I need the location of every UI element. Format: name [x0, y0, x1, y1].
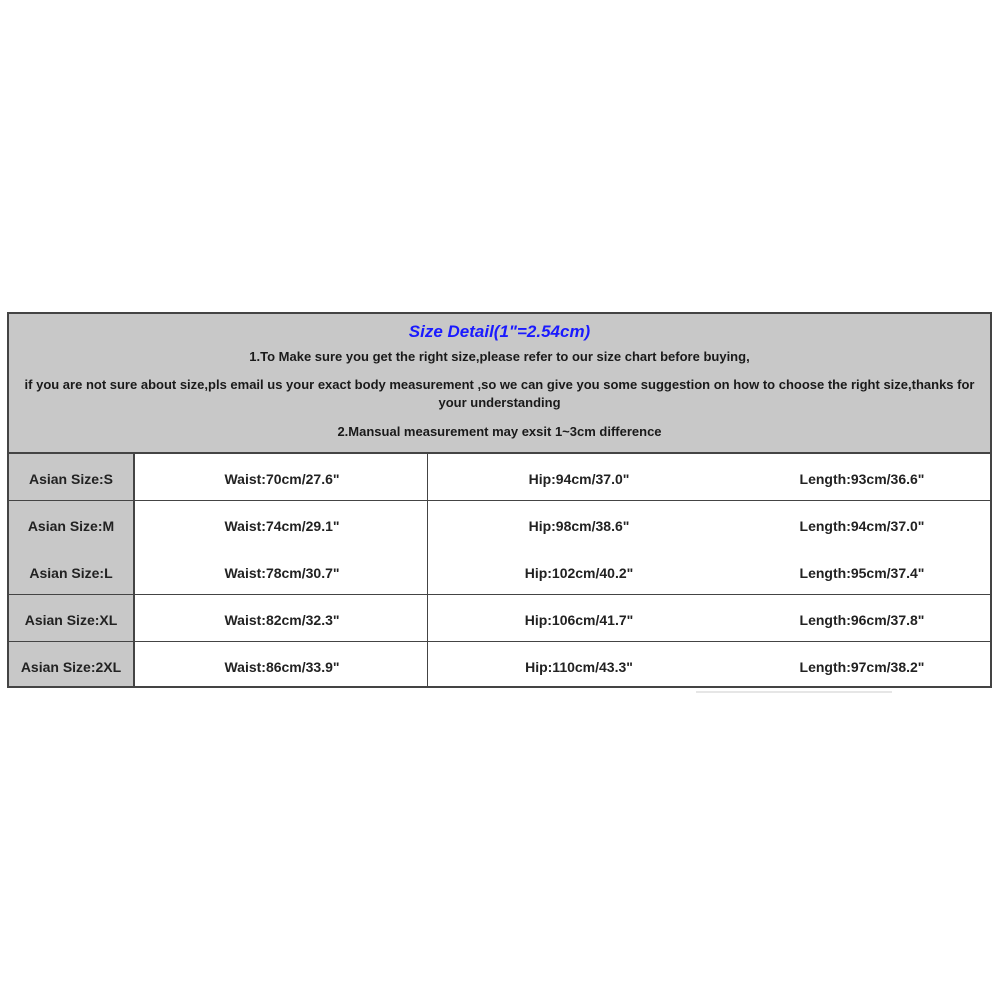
faint-divider: [696, 691, 892, 693]
waist-cell-l: Waist:78cm/30.7": [224, 565, 340, 581]
hip-cell-s: Hip:94cm/37.0": [528, 471, 630, 487]
waist-cell-s: Waist:70cm/27.6": [224, 471, 340, 487]
size-label-xl: Asian Size:XL: [24, 612, 118, 628]
instruction-line-3: 2.Mansual measurement may exsit 1~3cm difference: [337, 424, 662, 439]
size-chart-table: [7, 312, 992, 688]
waist-cell-2xl: Waist:86cm/33.9": [224, 659, 340, 675]
instruction-line-2: if you are not sure about size,pls email us your exact body measurement ,so we can give you some suggestion on how to choose the right size,thanks for your understanding: [24, 377, 975, 410]
waist-cell-m: Waist:74cm/29.1": [224, 518, 340, 534]
size-label-m: Asian Size:M: [27, 518, 115, 534]
size-label-l: Asian Size:L: [29, 565, 113, 581]
size-label-s: Asian Size:S: [28, 471, 114, 487]
hip-cell-xl: Hip:106cm/41.7": [524, 612, 634, 628]
instruction-line-1: 1.To Make sure you get the right size,please refer to our size chart before buying,: [249, 349, 750, 364]
length-cell-m: Length:94cm/37.0": [799, 518, 925, 534]
hip-cell-m: Hip:98cm/38.6": [528, 518, 630, 534]
row-divider: [9, 500, 990, 501]
length-cell-l: Length:95cm/37.4": [799, 565, 925, 581]
row-divider: [9, 594, 990, 595]
row-divider: [9, 641, 990, 642]
waist-cell-xl: Waist:82cm/32.3": [224, 612, 340, 628]
length-cell-xl: Length:96cm/37.8": [799, 612, 925, 628]
size-detail-title: Size Detail(1"=2.54cm): [408, 322, 591, 341]
length-cell-2xl: Length:97cm/38.2": [799, 659, 925, 675]
length-cell-s: Length:93cm/36.6": [799, 471, 925, 487]
hip-cell-2xl: Hip:110cm/43.3": [525, 659, 633, 675]
hip-cell-l: Hip:102cm/40.2": [524, 565, 634, 581]
size-label-2xl: Asian Size:2XL: [20, 659, 122, 675]
size-chart-header: [9, 314, 990, 454]
size-column: [9, 454, 135, 686]
size-grid: [9, 454, 990, 686]
